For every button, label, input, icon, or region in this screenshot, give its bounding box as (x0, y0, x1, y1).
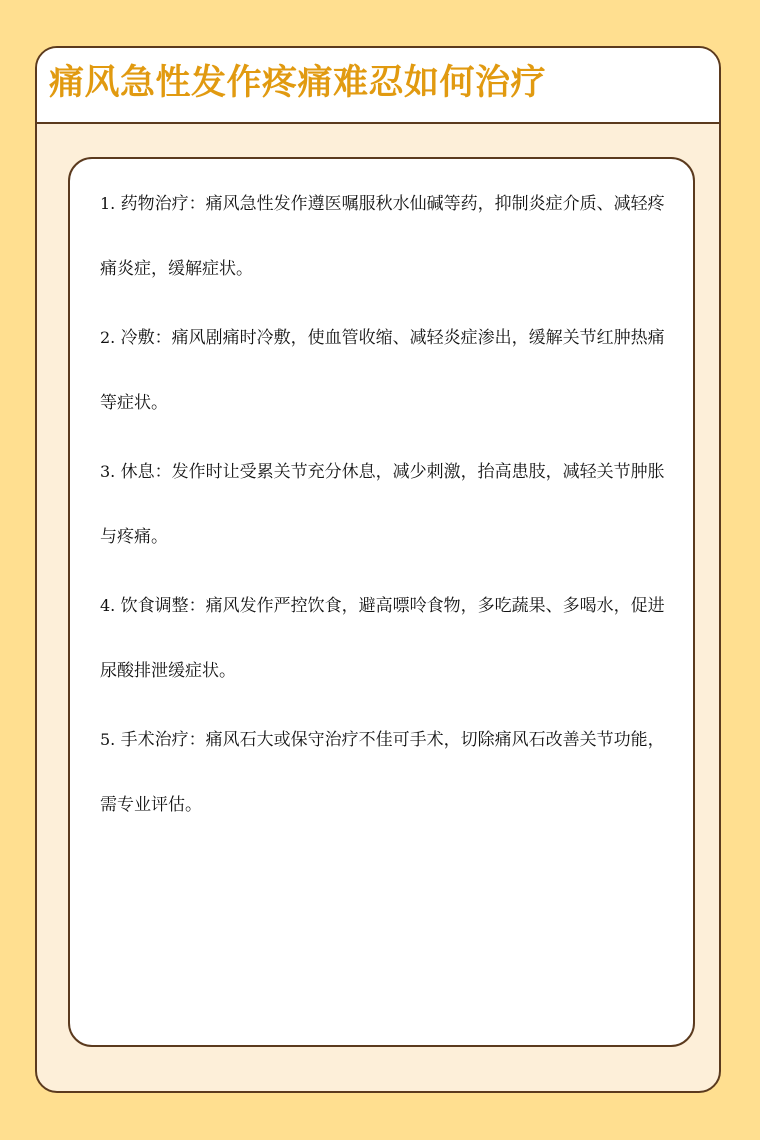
list-item (100, 439, 670, 570)
item-number: 3. (100, 462, 116, 481)
list-item (100, 305, 670, 436)
content-box (68, 157, 695, 1047)
item-number: 4. (100, 596, 116, 615)
item-number: 2. (100, 328, 116, 347)
item-text: 手术治疗：痛风石大或保守治疗不佳可手术，切除痛风石改善关节功能，需专业评估。 (100, 730, 665, 815)
article-card (35, 46, 721, 1093)
list-item (100, 171, 670, 302)
list-item (100, 707, 670, 838)
item-text: 冷敷：痛风剧痛时冷敷，使血管收缩、减轻炎症渗出，缓解关节红肿热痛等症状。 (100, 328, 665, 413)
page-title: 痛风急性发作疼痛难忍如何治疗 (49, 63, 547, 103)
item-text: 药物治疗：痛风急性发作遵医嘱服秋水仙碱等药，抑制炎症介质、减轻疼痛炎症，缓解症状。 (100, 194, 665, 279)
item-text: 休息：发作时让受累关节充分休息，减少刺激，抬高患肢，减轻关节肿胀与疼痛。 (100, 462, 665, 547)
treatment-list (100, 171, 670, 841)
item-text: 饮食调整：痛风发作严控饮食，避高嘌呤食物，多吃蔬果、多喝水，促进尿酸排泄缓症状。 (100, 596, 665, 681)
title-bar (37, 48, 719, 124)
item-number: 1. (100, 194, 116, 213)
item-number: 5. (100, 730, 116, 749)
list-item (100, 573, 670, 704)
